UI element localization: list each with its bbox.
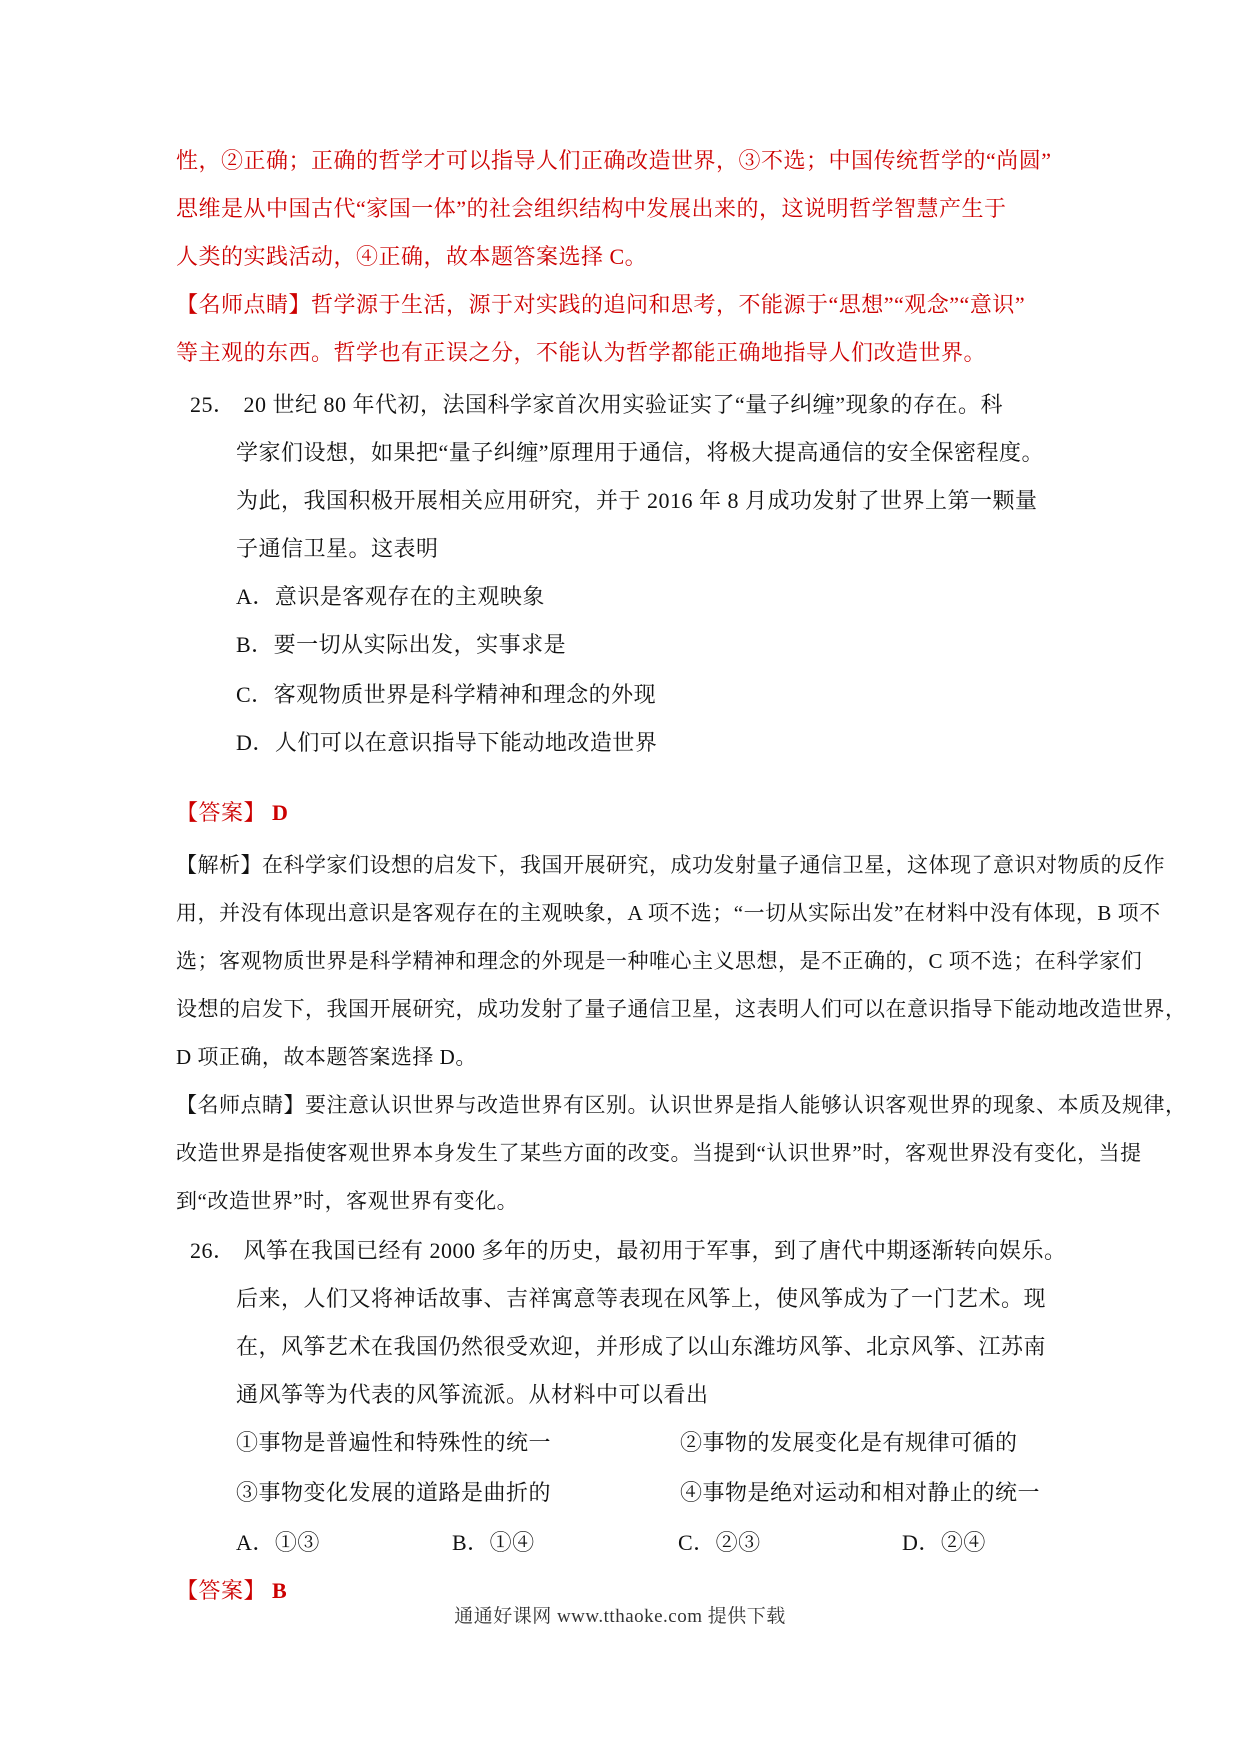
question-25-analysis-line: 设想的启发下，我国开展研究，成功发射了量子通信卫星，这表明人们可以在意识指导下能动地改造世界，	[176, 997, 1187, 1021]
question-26-choice-c: C．②③	[678, 1530, 761, 1555]
question-25-option-b: B．要一切从实际出发，实事求是	[236, 632, 567, 657]
question-26-statement-3: ③事物变化发展的道路是曲折的	[236, 1480, 552, 1505]
carryover-analysis-line: 人类的实践活动，④正确，故本题答案选择 C。	[176, 244, 648, 269]
question-25-stem-line: 学家们设想，如果把“量子纠缠”原理用于通信，将极大提高通信的安全保密程度。	[236, 440, 1045, 465]
question-25-option-c: C．客观物质世界是科学精神和理念的外现	[236, 682, 657, 707]
question-26-stem-line: 通风筝等为代表的风筝流派。从材料中可以看出	[236, 1382, 709, 1407]
answer-value: D	[272, 800, 289, 825]
question-26-statement-4: ④事物是绝对运动和相对静止的统一	[680, 1480, 1041, 1505]
question-25-stem-line: 为此，我国积极开展相关应用研究，并于 2016 年 8 月成功发射了世界上第一颗量	[236, 488, 1038, 513]
answer-label: 【答案】	[176, 1578, 267, 1603]
question-26-stem-text: 风筝在我国已经有 2000 多年的历史，最初用于军事，到了唐代中期逐渐转向娱乐。	[243, 1238, 1067, 1263]
question-25-stem-text: 20 世纪 80 年代初，法国科学家首次用实验证实了“量子纠缠”现象的存在。科	[243, 392, 1004, 417]
question-25-analysis-line: D 项正确，故本题答案选择 D。	[176, 1045, 477, 1069]
question-25-tip-line: 改造世界是指使客观世界本身发生了某些方面的改变。当提到“认识世界”时，客观世界没有变化，当提	[176, 1141, 1142, 1165]
question-26-stem-line	[190, 1238, 1067, 1264]
question-25-tip-line: 到“改造世界”时，客观世界有变化。	[176, 1189, 519, 1213]
question-25-analysis-line: 【解析】在科学家们设想的启发下，我国开展研究，成功发射量子通信卫星，这体现了意识对物质的反作	[176, 853, 1165, 877]
question-26-choice-b: B．①④	[452, 1530, 535, 1555]
question-25-analysis-line: 选；客观物质世界是科学精神和理念的外现是一种唯心主义思想，是不正确的，C 项不选；在科学家们	[176, 949, 1143, 973]
question-26-number: 26．	[190, 1238, 236, 1263]
page-footer: 通通好课网 www.tthaoke.com 提供下载	[454, 1606, 786, 1627]
question-25-stem-line: 子通信卫星。这表明	[236, 536, 439, 561]
question-26-choice-a: A．①③	[236, 1530, 320, 1555]
answer-label: 【答案】	[176, 800, 267, 825]
carryover-analysis-line: 性，②正确；正确的哲学才可以指导人们正确改造世界，③不选；中国传统哲学的“尚圆”	[176, 148, 1052, 173]
question-25-tip-line: 【名师点睛】要注意认识世界与改造世界有区别。认识世界是指人能够认识客观世界的现象、本质及规律，	[176, 1093, 1187, 1117]
question-25-answer	[176, 800, 288, 826]
teacher-tip-line: 【名师点睛】哲学源于生活，源于对实践的追问和思考，不能源于“思想”“观念”“意识”	[176, 292, 1026, 317]
question-25-analysis-line: 用，并没有体现出意识是客观存在的主观映象，A 项不选；“一切从实际出发”在材料中没有体现，B 项不	[176, 901, 1161, 925]
question-26-stem-line: 后来，人们又将神话故事、吉祥寓意等表现在风筝上，使风筝成为了一门艺术。现	[236, 1286, 1047, 1311]
carryover-analysis-line: 思维是从中国古代“家国一体”的社会组织结构中发展出来的，这说明哲学智慧产生于	[176, 196, 1007, 221]
question-26-statement-2: ②事物的发展变化是有规律可循的	[680, 1430, 1018, 1455]
question-26-choice-d: D．②④	[902, 1530, 986, 1555]
answer-value: B	[272, 1578, 288, 1603]
question-25-stem-line	[190, 392, 1003, 418]
question-25-number: 25．	[190, 392, 236, 417]
question-26-statement-1: ①事物是普遍性和特殊性的统一	[236, 1430, 552, 1455]
question-26-stem-line: 在，风筝艺术在我国仍然很受欢迎，并形成了以山东潍坊风筝、北京风筝、江苏南	[236, 1334, 1047, 1359]
question-25-option-a: A．意识是客观存在的主观映象	[236, 584, 545, 609]
question-25-option-d: D．人们可以在意识指导下能动地改造世界	[236, 730, 658, 755]
teacher-tip-line: 等主观的东西。哲学也有正误之分，不能认为哲学都能正确地指导人们改造世界。	[176, 340, 987, 365]
